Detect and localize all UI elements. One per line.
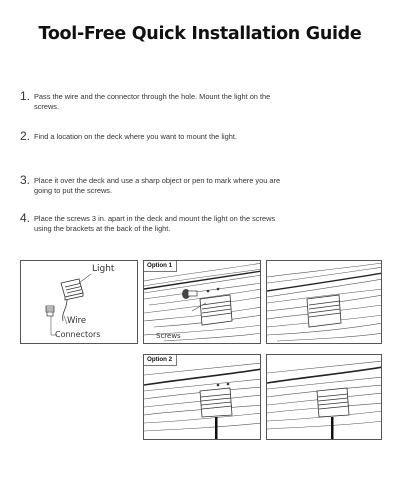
option2-panel-a [143, 354, 261, 440]
parts-diagram-panel [20, 260, 138, 344]
option2-label: Option 2 [144, 355, 177, 366]
option1-panel-a [143, 260, 261, 344]
step-number: 2. [20, 129, 31, 143]
wire-label: Wire [67, 316, 87, 326]
step-number: 3. [20, 173, 31, 187]
step-number: 4. [20, 211, 31, 225]
post-mounted-light-illustration [267, 355, 382, 440]
option1-label: Option 1 [144, 261, 177, 272]
option2-panel-b [266, 354, 382, 440]
step-text: Place it over the deck and use a sharp object or pen to mark where you are going to put the screws. [34, 176, 281, 195]
step-number: 1. [20, 89, 31, 103]
post-mounting-illustration [144, 355, 261, 440]
option1-panel-b [266, 260, 382, 344]
step-text: Pass the wire and the connector through the hole. Mount the light on the screws. [34, 92, 271, 111]
deck-mounted-light-illustration [267, 261, 382, 344]
light-label: Light [92, 264, 115, 274]
step-text: Find a location on the deck where you want to mount the light. [34, 132, 237, 141]
step-text: Place the screws 3 in. apart in the deck and mount the light on the screws using the brackets at the back of the light. [34, 214, 276, 233]
guide-title: Tool-Free Quick Installation Guide [38, 24, 362, 44]
connectors-label: Connectors [55, 330, 101, 339]
screws-label: Screws [156, 332, 181, 340]
